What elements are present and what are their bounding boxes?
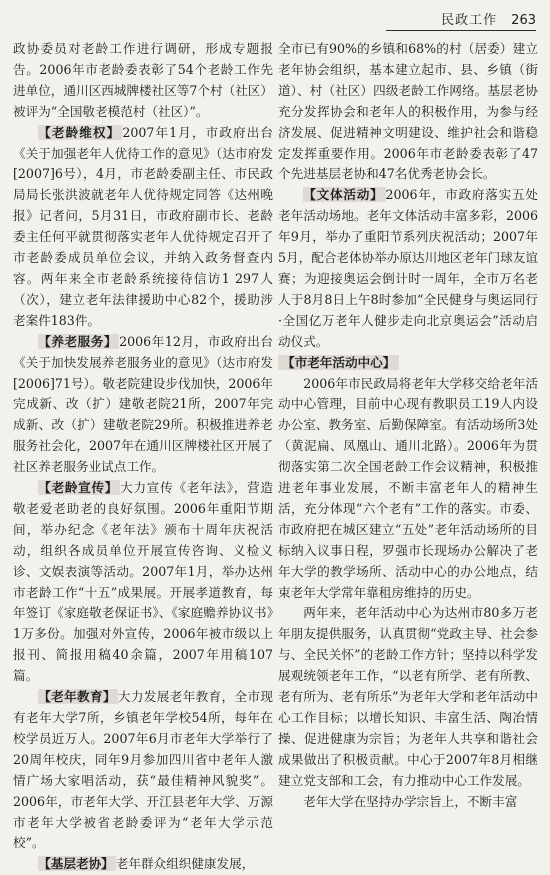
paragraph-education [13,687,273,854]
running-header [386,6,536,31]
paragraph-university [278,792,538,813]
section-title: 民政工作 [441,13,498,28]
page-number: 263 [511,13,536,28]
right-column [278,39,538,813]
section-heading-label: 【市老年活动中心】 [278,355,399,370]
paragraph-text: 老年群众组织健康发展， [115,856,255,872]
paragraph-text: 两年来，老年活动中心为达州市80多万老年朋友提供服务，认真贯彻“党政主导、社会参与、全民关怀”的老龄工作方针；坚持以科学发展观统领老年工作，“以老有所学、老有所教、老有所为、老有所乐”为老年大学和老年活动中心工作目标；以增长知识、丰富生活、陶冶情操、促进健康为宗旨；为老年人共享和谐社会成果做出了积极贡献。中心于2007年8月相继建立党支部和工会，有力推动中心工作发展。 [278,605,538,788]
paragraph-text: 2006年市民政局将老年大学移交给老年活动中心管理，目前中心现有教职员工19人内设办公室、教务室、后勤保障室。有活动场所3处（黄泥扁、凤凰山、通川北路）。2006年为贯彻落实第二次全国老龄工作会议精神，积极推进老年事业发展，不断丰富老年人的精神生活，充分体现“六个老有”工作的落实。市委、市政府把在城区建立“五处”老年活动场所的目标纳入议事日程，罗强市长现场办公解决了老年大学的教学场所、活动中心的办公地点，结束老年大学常年靠租房维持的历史。 [278,375,538,600]
paragraph-text: 老年大学在坚持办学宗旨上，不断丰富 [303,793,518,809]
left-column [13,39,273,875]
paragraph-grassroots-cont [278,39,538,185]
paragraph-text: 大力宣传《老年法》，营造敬老爱老助老的良好氛围。2006年重阳节期间，举办纪念《老年法》颁布十周年庆祝活动，组织各成员单位开展宣传咨询、义检义诊、文娱表演等活动。2007年1月，举办达州市老龄工作“十五”成果展。开展孝道教育，每年签订《家庭敬老保证书》、《家庭赡养协议书》1万多份。加强对外宣传，2006年被市级以上报刊、简报用稿40余篇，2007年用稿107篇。 [13,480,274,684]
section-heading [278,353,538,374]
paragraph-elderly-care [13,332,273,478]
topic-label-grassroots: 【基层老协】 [38,856,114,872]
topic-label-elderly-care: 【养老服务】 [38,333,118,349]
paragraph-elderly-rights [13,123,273,332]
topic-label-elderly-rights: 【老龄维权】 [38,124,121,140]
paragraph-grassroots [13,854,273,875]
topic-label-publicity: 【老龄宣传】 [38,480,119,496]
paragraph-center-service [278,603,538,791]
paragraph-text: 全市已有90%的乡镇和68%的村（居委）建立老年协会组织，基本建立起市、县、乡镇（街道）、村（社区）四级老龄工作网络。基层老协充分发挥协会和老年人的积极作用，为参与经济发展、促进精神文明建设、维护社会和谐稳定发挥重要作用。2006年市老龄委表彰了47个先进基层老协和47名优秀老协会长。 [278,41,538,182]
paragraph-center-intro [278,374,538,604]
paragraph-publicity [13,478,273,687]
paragraph-text: 2006年12月，市政府出台《关于加快发展养老服务业的意见》（达市府发[2006]71号）。敬老院建设步伐加快，2006年完成新、改（扩）建敬老院21所，2007年完成新、改（扩）建敬老院29所。积极推进养老服务社会化，2007年在通川区牌楼社区开展了社区养老服务业试点工作。 [13,333,274,475]
paragraph-culture-sports [278,185,538,352]
paragraph-text: 2007年1月，市政府出台《关于加强老年人优待工作的意见》（达市府发[2007]6号），4月，市老龄委副主任、市民政局局长张洪波就老年人优待规定同答《达州晚报》记者问，5月31日，市政府副市长、老龄委主任何平就贯彻落实老年人优待规定召开了市老龄委成员单位会议，并纳入政务督查内容。两年来全市老龄系统接待信访1 297人（次），建立老年法律援助中心82个，援助涉老案件183件。 [13,124,273,328]
paragraph-text: 大力发展老年教育，全市现有老年大学7所，乡镇老年学校54所，每年在校学员近万人。2007年6月市老年大学举行了20周年校庆，同年9月参加四川省中老年人激情广场大家唱活动，获“最佳精神风貌奖”。2006年，市老年大学、开江县老年大学、万源市老年大学被省老龄委评为“老年大学示范校”。 [13,689,274,851]
topic-label-education: 【老年教育】 [38,689,116,705]
paragraph-text: 2006年，市政府落实五处老年活动场地。老年文体活动丰富多彩，2006年9月，举办了重阳节系列庆祝活动；2007年5月，配合老体协举办原达川地区老年门球友谊赛；为迎接奥运会倒计时一周年，全市万名老人于8月8日上午8时参加“全民健身与奥运同行·全国亿万老年人健步走向北京奥运会”活动启动仪式。 [278,187,539,349]
paragraph-intro [13,39,273,123]
topic-label-culture-sports: 【文体活动】 [303,187,384,203]
paragraph-text: 政协委员对老龄工作进行调研，形成专题报告。2006年市老龄委表彰了54个老龄工作先进单位，通川区西城牌楼社区等7个村（社区）被评为“全国敬老模范村（社区）”。 [13,41,273,119]
